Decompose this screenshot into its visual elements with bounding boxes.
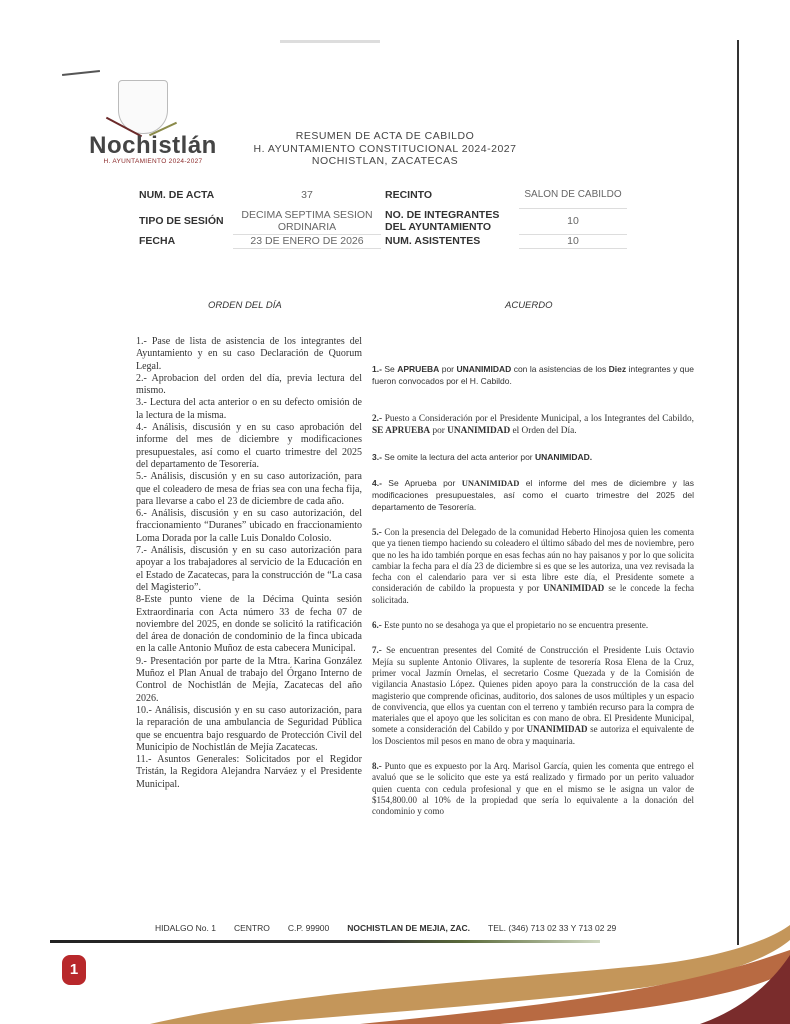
tipo-sesion-label: TIPO DE SESIÓN bbox=[139, 215, 224, 227]
footer-city: NOCHISTLAN DE MEJIA, ZAC. bbox=[347, 923, 471, 933]
fecha-label: FECHA bbox=[139, 235, 176, 247]
orden-item: 4.- Análisis, discusión y en su caso aprobación del informe del mes de diciembre y modificaciones presupuestales, así como el cuarto trimestre del 2025 del departamento de Tesorería. bbox=[136, 422, 362, 470]
header-title: RESUMEN DE ACTA DE CABILDO bbox=[295, 130, 475, 142]
acuerdo-item: 3.- Se omite la lectura del acta anterior por UNANIMIDAD. bbox=[372, 452, 593, 462]
orden-item: 7.- Análisis, discusión y en su caso autorización para apoyar a los trabajadores al servicio de la Educación en el Estado de Zacatecas, para la construcción de “La casa del Magisterio”. bbox=[136, 545, 362, 593]
num-acta-value: 37 bbox=[301, 189, 313, 201]
num-acta-label: NUM. DE ACTA bbox=[139, 189, 215, 201]
recinto-label: RECINTO bbox=[385, 189, 433, 201]
footer-district: CENTRO bbox=[233, 923, 270, 933]
header-location: NOCHISTLAN, ZACATECAS bbox=[311, 155, 459, 167]
scan-artifact bbox=[280, 40, 380, 43]
swoosh-gold bbox=[150, 925, 790, 1024]
acuerdo-item: 7.- Se encuentran presentes del Comité de Construcción el Presidente Luis Octavio Mejía su suplente Antonio Olivares, la suplente de tesorería Rosa Elena de la Cruz, primer vocal Jazmín Ornelas, el secretario Cosme Quezada y de la Comisión de vigilancia Anastasio López. Quienes piden apoyo para la construcción de la casa del magisterio que comprende oficinas, auditorio, dos salones de usos múltiples y un espacio de convivencia, que ellos ya cuentan con el terreno y también recurso para la compra de materiales que el apoyo que les solicitan es con mano de obra. El Presidente Municipal, somete a consideración del Cabildo y por UNANIMIDAD se autoriza el equivalente de los Doscientos mil pesos en mano de obra y maquinaria. bbox=[372, 645, 694, 746]
integrantes-label: NO. DE INTEGRANTES DEL AYUNTAMIENTO bbox=[385, 209, 500, 233]
document-header bbox=[250, 130, 520, 168]
acuerdo-item: 4.- Se Aprueba por UNANIMIDAD el informe del mes de diciembre y las modificaciones presupuestales, así como el cuarto trimestre del 2025 del departamento de Tesorería. bbox=[372, 478, 694, 512]
orden-del-dia-list bbox=[136, 336, 362, 791]
page-number-badge: 1 bbox=[62, 955, 86, 985]
acuerdo-item: 2.- Puesto a Consideración por el Presidente Municipal, a los Integrantes del Cabildo, SE APRUEBA por UNANIMIDAD el Orden del Día. bbox=[372, 414, 694, 436]
orden-item: 2.- Aprobacion del orden del día, previa lectura del mismo. bbox=[136, 372, 362, 397]
session-info-table bbox=[135, 182, 627, 249]
municipal-logo bbox=[88, 80, 218, 170]
orden-del-dia-heading: ORDEN DEL DÍA bbox=[208, 300, 282, 311]
acuerdo-item: 6.- Este punto no se desahoga ya que el propietario no se encuentra presente. bbox=[372, 620, 649, 631]
orden-item: 3.- Lectura del acta anterior o en su defecto omisión de la lectura de la misma. bbox=[136, 397, 362, 421]
footer-postal-code: C.P. 99900 bbox=[287, 923, 330, 933]
acuerdos-list bbox=[372, 355, 694, 832]
orden-item: 6.- Análisis, discusión y en su caso autorización, del fraccionamiento “Duranes” ubicado en fraccionamiento Loma Dorada por la calle Luis Donaldo Colosio. bbox=[136, 508, 362, 544]
acuerdo-item: 5.- Con la presencia del Delegado de la comunidad Heberto Hinojosa quien les comenta que ya tienen tiempo haciendo su coleadero el último sábado del mes de noviembre, pero que no les ha ido también porque en esas fechas aún no hay paisanos y por lo que solicita cambiar la fecha para el día 23 de diciembre si es que se les autoriza, una vez revisada la fecha con el calendario para ver si esta libre este día, el Presidente somete a consideración de cabildo la propuesta y por UNANIMIDAD se le concede la fecha solicitada. bbox=[372, 527, 694, 605]
asistentes-value: 10 bbox=[519, 234, 627, 248]
decorative-swoosh bbox=[0, 920, 790, 1024]
orden-item: 5.- Análisis, discusión y en su caso autorización, para que el coleadero de mesa de frias sea con una fecha fija, para llevarse a cabo el 23 de diciembre de cada año. bbox=[136, 471, 362, 507]
page-edge-line bbox=[737, 40, 739, 945]
orden-item: 1.- Pase de lista de asistencia de los integrantes del Ayuntamiento y en su caso Declaración de Quorum Legal. bbox=[136, 336, 362, 372]
header-institution: H. AYUNTAMIENTO CONSTITUCIONAL 2024-2027 bbox=[253, 142, 517, 155]
asistentes-label: NUM. ASISTENTES bbox=[385, 235, 481, 247]
fecha-value: 23 DE ENERO DE 2026 bbox=[233, 234, 381, 248]
footer-address: HIDALGO No. 1 bbox=[155, 923, 216, 933]
acuerdo-item: 1.- Se APRUEBA por UNANIMIDAD con la asistencias de los Diez integrantes y que fueron convocados por el H. Cabildo. bbox=[372, 364, 694, 386]
acuerdo-item: 8.- Punto que es expuesto por la Arq. Marisol García, quien les comenta que entrego el avaluó que se le solicito que este ya está realizado y firmado por un perito valuador quien cuenta con cedula profesional y que en el mismo se le asigna un valor de $154,800.00 al 10% de la propiedad que sería lo equivalente a la donación del condominio y como bbox=[372, 761, 694, 817]
acuerdo-heading: ACUERDO bbox=[505, 300, 553, 311]
orden-item: 10.- Análisis, discusión y en su caso autorización, para la reparación de una ambulancia de Seguridad Pública que se encuentra bajo resguardo de Protección Civil del Municipio de Nochistlán de Mejía Zacatecas. bbox=[136, 704, 362, 753]
integrantes-value: 10 bbox=[519, 208, 627, 234]
footer-phone: TEL. (346) 713 02 33 Y 713 02 29 bbox=[488, 923, 617, 933]
orden-item: 11.- Asuntos Generales: Solicitados por el Regidor Tristán, la Regidora Alejandra Narváez y el Presidente Municipal. bbox=[136, 754, 362, 790]
orden-item: 9.- Presentación por parte de la Mtra. Karina González Muñoz el Plan Anual de trabajo del Órgano Interno de Control de Nochistlán de Mejía, Zacatecas del año 2026. bbox=[136, 655, 362, 704]
recinto-value: SALON DE CABILDO bbox=[519, 182, 627, 208]
tipo-sesion-value: DECIMA SEPTIMA SESION ORDINARIA bbox=[233, 208, 381, 234]
logo-subtitle: H. AYUNTAMIENTO 2024-2027 bbox=[103, 158, 203, 165]
scan-mark bbox=[62, 70, 100, 76]
orden-item: 8-Este punto viene de la Décima Quinta sesión Extraordinaria con Acta número 33 de fecha 07 de noviembre del 2025, en donde se solicitó la ratificación del área de donación de condominio de la finca ubicada en la calle Antonio Muñoz de esta cabecera Municipal. bbox=[136, 594, 362, 655]
logo-name: Nochistlán bbox=[89, 132, 217, 159]
